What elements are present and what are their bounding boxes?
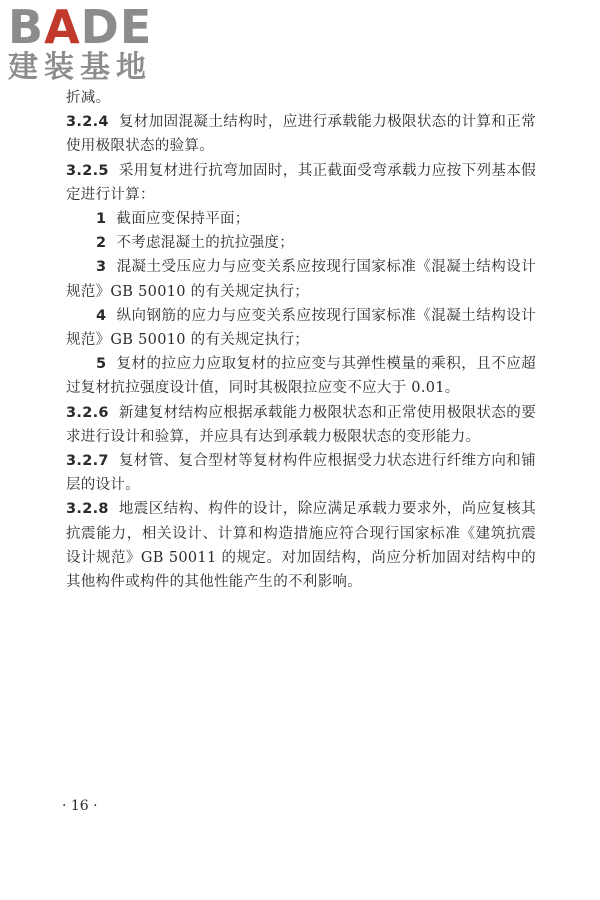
clause-3-2-7 [66, 449, 536, 497]
item-number: 2 [96, 235, 107, 252]
clause-3-2-8 [66, 497, 536, 594]
page-number: · 16 · [62, 798, 98, 814]
item-number: 1 [96, 211, 107, 228]
clause-text: 采用复材进行抗弯加固时，其正截面受弯承载力应按下列基本假定进行计算： [66, 162, 536, 203]
list-item [66, 207, 536, 231]
clause-number: 3.2.5 [66, 162, 109, 179]
clause-text: 复材加固混凝土结构时，应进行承载能力极限状态的计算和正常使用极限状态的验算。 [66, 114, 536, 155]
logo-wordmark: BADE [8, 0, 153, 54]
item-text: 复材的拉应力应取复材的拉应变与其弹性模量的乘积，且不应超过复材抗拉强度设计值，同时其极限拉应变不应大于 0.01。 [66, 356, 536, 397]
item-number: 4 [96, 307, 107, 324]
item-number: 5 [96, 356, 107, 373]
document-body [66, 86, 536, 594]
item-number: 3 [96, 259, 107, 276]
clause-3-2-4 [66, 110, 536, 158]
clause-3-2-6 [66, 401, 536, 449]
clause-3-2-5 [66, 159, 536, 207]
clause-number: 3.2.7 [66, 453, 109, 470]
clause-text: 复材管、复合型材等复材构件应根据受力状态进行纤维方向和铺层的设计。 [66, 453, 536, 494]
list-item [66, 231, 536, 255]
item-text: 截面应变保持平面； [116, 211, 250, 228]
bade-logo [8, 0, 178, 86]
logo-accent-letter: A [44, 0, 81, 54]
list-item [66, 352, 536, 400]
clause-text: 新建复材结构应根据承载能力极限状态和正常使用极限状态的要求进行设计和验算，并应具有达到承载力极限状态的变形能力。 [66, 404, 536, 445]
item-text: 不考虑混凝土的抗拉强度； [116, 235, 294, 252]
list-item [66, 255, 536, 303]
item-text: 混凝土受压应力与应变关系应按现行国家标准《混凝土结构设计规范》GB 50010 的有关规定执行； [66, 259, 536, 300]
clause-number: 3.2.6 [66, 404, 109, 421]
clause-number: 3.2.8 [66, 501, 109, 518]
list-item [66, 304, 536, 352]
logo-chinese-name: 建装基地 [8, 50, 152, 85]
clause-number: 3.2.4 [66, 114, 109, 131]
clause-text: 地震区结构、构件的设计，除应满足承载力要求外，尚应复核其抗震能力，相关设计、计算和构造措施应符合现行国家标准《建筑抗震设计规范》GB 50011 的规定。对加固结构，尚应分析加固对结构中的其他构件或构件的其他性能产生的不利影响。 [66, 501, 536, 591]
continuation-text: 折减。 [66, 90, 111, 106]
item-text: 纵向钢筋的应力与应变关系应按现行国家标准《混凝土结构设计规范》GB 50010 的有关规定执行； [66, 307, 536, 349]
